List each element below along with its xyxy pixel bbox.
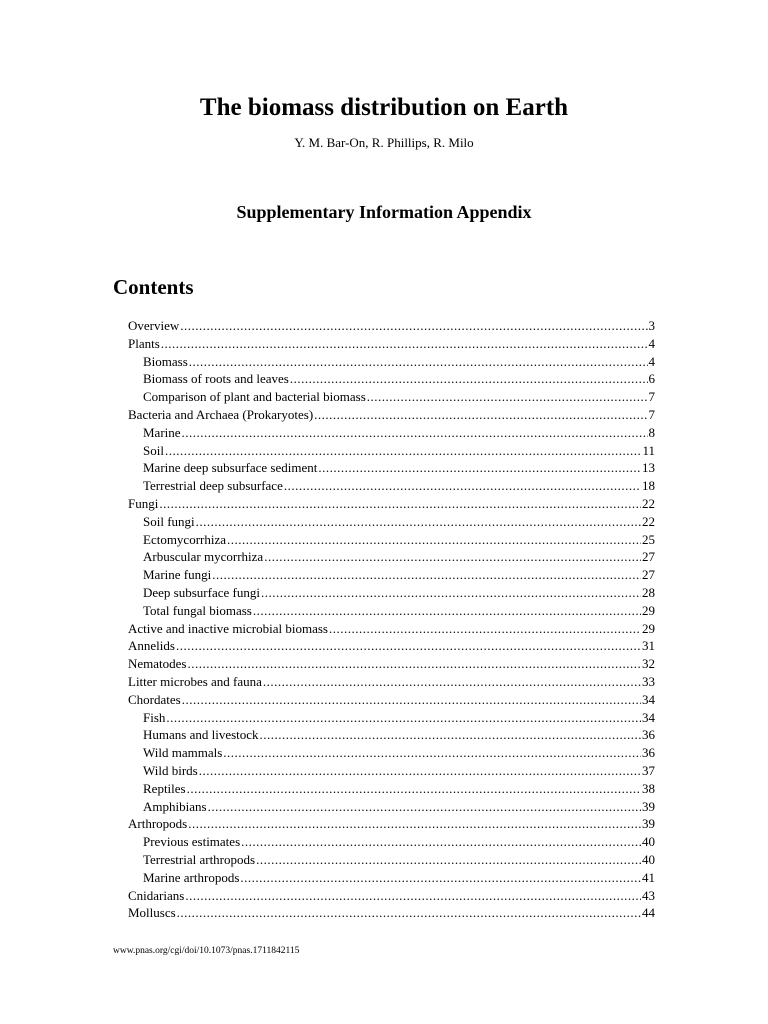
- toc-entry-label: Humans and livestock: [143, 727, 259, 743]
- toc-entry-label: Reptiles: [143, 780, 186, 796]
- document-title: The biomass distribution on Earth: [199, 94, 569, 121]
- toc-entry[interactable]: [128, 833, 655, 851]
- toc-entry-page-number: 37: [642, 762, 655, 778]
- toc-entry-label: Chordates: [128, 691, 181, 707]
- toc-entry-label: Arbuscular mycorrhiza: [143, 549, 264, 565]
- toc-entry-label: Terrestrial deep subsurface: [143, 478, 283, 494]
- toc-entry[interactable]: [128, 513, 655, 531]
- toc-entry[interactable]: [128, 904, 655, 922]
- toc-entry-label: Marine fungi: [143, 567, 212, 583]
- dot-leader: [185, 887, 641, 905]
- toc-entry-page-number: 31: [642, 638, 655, 654]
- toc-entry[interactable]: [128, 424, 655, 442]
- dot-leader: [208, 798, 641, 816]
- toc-entry-label: Fungi: [128, 495, 159, 511]
- dot-leader: [166, 709, 641, 727]
- toc-entry-label: Wild mammals: [143, 745, 223, 761]
- toc-entry-page-number: 32: [642, 656, 655, 672]
- toc-entry-label: Wild birds: [143, 762, 198, 778]
- toc-entry[interactable]: [128, 335, 655, 353]
- toc-entry-label: Plants: [128, 335, 160, 351]
- dot-leader: [196, 513, 641, 531]
- dot-leader: [290, 370, 648, 388]
- toc-entry-label: Marine: [143, 424, 181, 440]
- dot-leader: [223, 744, 641, 762]
- toc-entry[interactable]: [128, 353, 655, 371]
- toc-entry-page-number: 11: [642, 442, 655, 458]
- toc-entry-label: Overview: [128, 318, 180, 333]
- toc-entry[interactable]: [128, 887, 655, 905]
- toc-entry[interactable]: [128, 602, 655, 620]
- toc-entry-label: Comparison of plant and bacterial biomass: [143, 389, 366, 405]
- toc-entry-page-number: 34: [642, 709, 655, 725]
- dot-leader: [256, 851, 641, 869]
- toc-entry[interactable]: [128, 388, 655, 406]
- dot-leader: [264, 548, 641, 566]
- dot-leader: [189, 353, 648, 371]
- toc-entry-page-number: 28: [642, 584, 655, 600]
- dot-leader: [318, 459, 641, 477]
- dot-leader: [261, 584, 641, 602]
- toc-entry-label: Ectomycorrhiza: [143, 531, 227, 547]
- toc-entry-label: Molluscs: [128, 905, 176, 921]
- toc-entry-page-number: 3: [648, 318, 655, 333]
- toc-entry-label: Arthropods: [128, 816, 188, 832]
- toc-entry[interactable]: [128, 762, 655, 780]
- toc-entry[interactable]: [128, 726, 655, 744]
- toc-entry[interactable]: [128, 566, 655, 584]
- toc-entry-page-number: 40: [642, 834, 655, 850]
- toc-entry[interactable]: [128, 655, 655, 673]
- toc-entry[interactable]: [128, 370, 655, 388]
- toc-entry-page-number: 27: [642, 549, 655, 565]
- toc-entry-page-number: 44: [642, 905, 655, 921]
- dot-leader: [165, 442, 642, 460]
- dot-leader: [159, 495, 641, 513]
- toc-entry-label: Soil: [143, 442, 164, 458]
- toc-entry-label: Previous estimates: [143, 834, 241, 850]
- toc-entry-label: Biomass of roots and leaves: [143, 371, 289, 387]
- document-subtitle: Supplementary Information Appendix: [236, 202, 532, 222]
- dot-leader: [199, 762, 641, 780]
- dot-leader: [176, 637, 641, 655]
- toc-entry-page-number: 22: [642, 495, 655, 511]
- toc-entry-label: Bacteria and Archaea (Prokaryotes): [128, 406, 314, 422]
- dot-leader: [314, 406, 647, 424]
- toc-entry[interactable]: [128, 548, 655, 566]
- dot-leader: [187, 655, 641, 673]
- toc-entry-page-number: 8: [648, 424, 655, 440]
- dot-leader: [263, 673, 641, 691]
- dot-leader: [187, 780, 641, 798]
- dot-leader: [284, 477, 641, 495]
- toc-entry-label: Litter microbes and fauna: [128, 673, 262, 689]
- toc-entry-page-number: 41: [642, 869, 655, 885]
- toc-entry-page-number: 7: [648, 406, 655, 422]
- toc-entry-page-number: 13: [642, 460, 655, 476]
- toc-entry-page-number: 29: [642, 602, 655, 618]
- authors: Y. M. Bar-On, R. Phillips, R. Milo: [294, 135, 474, 150]
- toc-entry[interactable]: [128, 620, 655, 638]
- dot-leader: [161, 335, 648, 353]
- toc-entry-page-number: 4: [648, 353, 655, 369]
- toc-entry-page-number: 38: [642, 780, 655, 796]
- toc-entry[interactable]: [128, 709, 655, 727]
- toc-entry[interactable]: [128, 477, 655, 495]
- toc-entry-page-number: 25: [642, 531, 655, 547]
- doi-footer[interactable]: www.pnas.org/cgi/doi/10.1073/pnas.1711842115: [113, 946, 300, 956]
- toc-entry-label: Marine arthropods: [143, 869, 240, 885]
- toc-entry-label: Soil fungi: [143, 513, 195, 529]
- dot-leader: [188, 815, 641, 833]
- toc-entry[interactable]: [128, 442, 655, 460]
- dot-leader: [241, 833, 641, 851]
- toc-entry-page-number: 22: [642, 513, 655, 529]
- toc-entry[interactable]: [128, 584, 655, 602]
- toc-entry[interactable]: [128, 798, 655, 816]
- toc-entry[interactable]: [128, 495, 655, 513]
- toc-entry[interactable]: [128, 744, 655, 762]
- toc-entry-page-number: 40: [642, 851, 655, 867]
- toc-entry[interactable]: [128, 869, 655, 887]
- dot-leader: [367, 388, 648, 406]
- dot-leader: [177, 904, 641, 922]
- dot-leader: [329, 620, 641, 638]
- dot-leader: [227, 531, 641, 549]
- dot-leader: [253, 602, 641, 620]
- toc-entry-page-number: 6: [648, 371, 655, 387]
- toc-entry-page-number: 36: [642, 745, 655, 761]
- dot-leader: [182, 424, 648, 442]
- toc-entry[interactable]: [128, 637, 655, 655]
- toc-entry-label: Cnidarians: [128, 887, 185, 903]
- toc-entry-page-number: 4: [648, 335, 655, 351]
- toc-entry-page-number: 43: [642, 887, 655, 903]
- dot-leader: [180, 317, 647, 335]
- toc-entry[interactable]: [128, 851, 655, 869]
- toc-entry-label: Active and inactive microbial biomass: [128, 620, 328, 636]
- toc-entry-page-number: 29: [642, 620, 655, 636]
- toc-entry-page-number: 39: [642, 816, 655, 832]
- table-of-contents: [128, 317, 655, 922]
- dot-leader: [182, 691, 641, 709]
- toc-entry-label: Fish: [143, 709, 166, 725]
- toc-entry[interactable]: [128, 406, 655, 424]
- toc-entry-page-number: 39: [642, 798, 655, 814]
- toc-entry[interactable]: [128, 691, 655, 709]
- toc-entry-label: Amphibians: [143, 798, 207, 814]
- toc-entry[interactable]: [128, 459, 655, 477]
- dot-leader: [260, 726, 641, 744]
- toc-entry[interactable]: [128, 317, 655, 335]
- contents-heading: Contents: [113, 275, 194, 299]
- toc-entry-page-number: 7: [648, 389, 655, 405]
- toc-entry-label: Biomass: [143, 353, 188, 369]
- toc-entry[interactable]: [128, 673, 655, 691]
- toc-entry-label: Annelids: [128, 638, 175, 654]
- toc-entry-label: Terrestrial arthropods: [143, 851, 256, 867]
- toc-entry-label: Nematodes: [128, 656, 187, 672]
- toc-entry[interactable]: [128, 780, 655, 798]
- toc-entry-page-number: 33: [642, 673, 655, 689]
- toc-entry-label: Deep subsurface fungi: [143, 584, 260, 600]
- toc-entry-page-number: 27: [642, 567, 655, 583]
- dot-leader: [240, 869, 641, 887]
- toc-entry-label: Total fungal biomass: [143, 602, 252, 618]
- dot-leader: [212, 566, 641, 584]
- toc-entry[interactable]: [128, 815, 655, 833]
- toc-entry-page-number: 18: [642, 478, 655, 494]
- toc-entry-page-number: 36: [642, 727, 655, 743]
- toc-entry[interactable]: [128, 531, 655, 549]
- toc-entry-label: Marine deep subsurface sediment: [143, 460, 318, 476]
- toc-entry-page-number: 34: [642, 691, 655, 707]
